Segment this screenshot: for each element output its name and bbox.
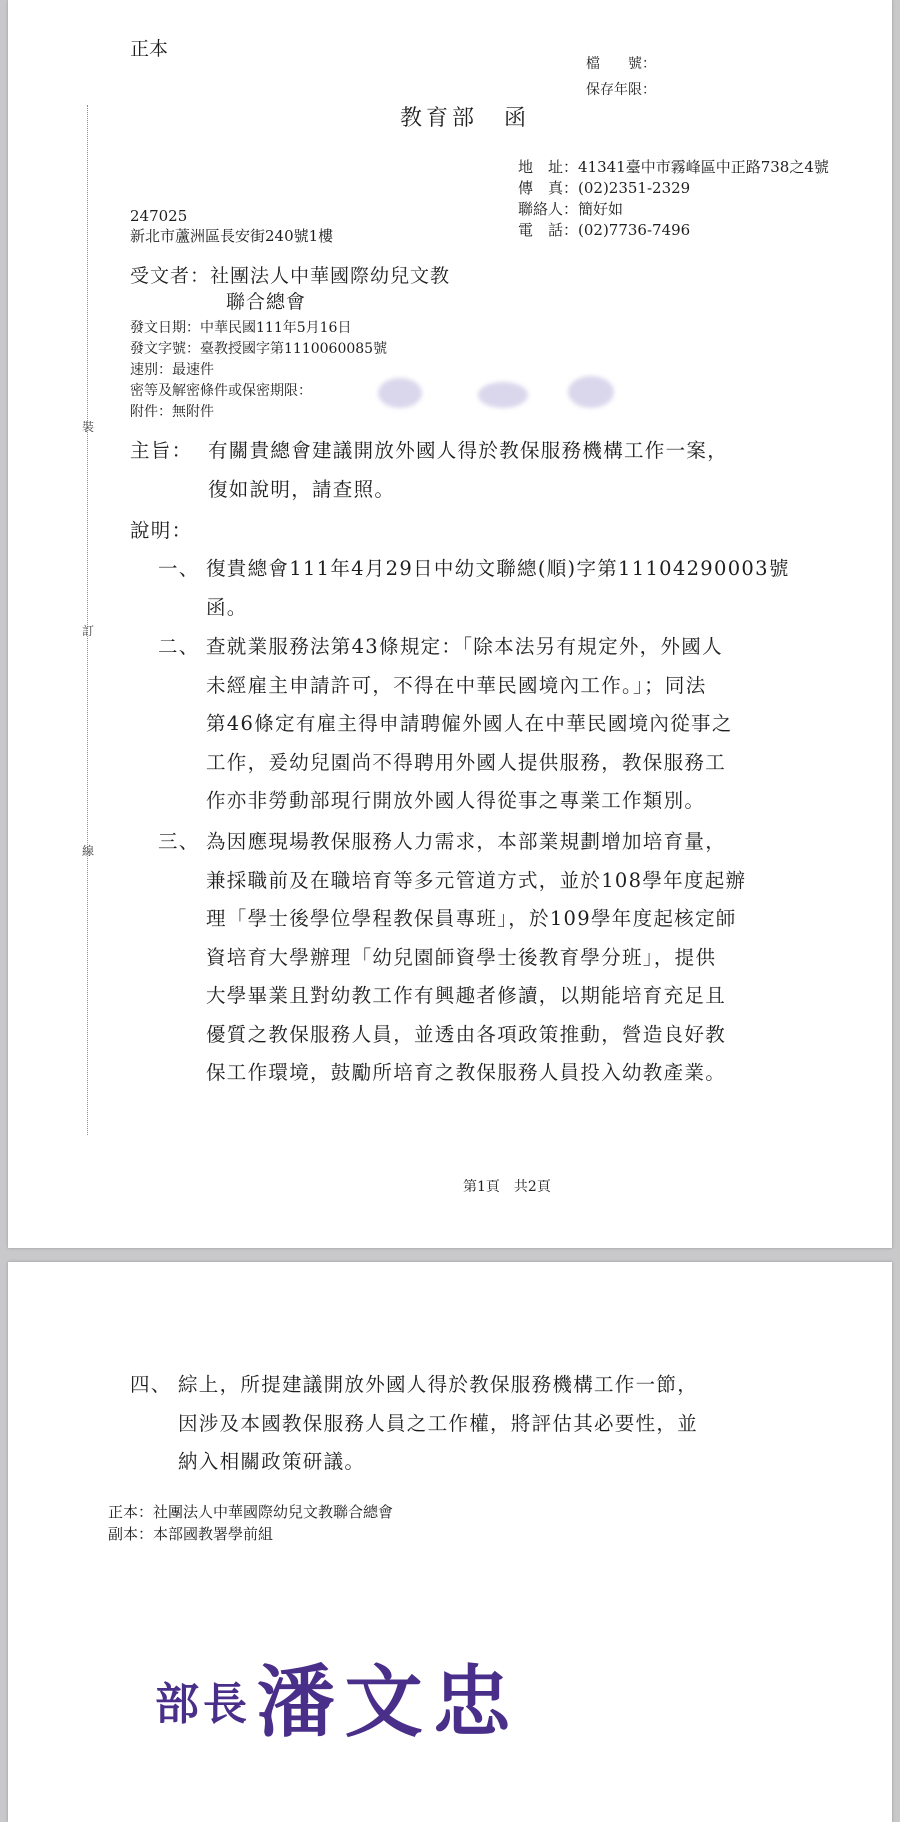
item-line: 因涉及本國教保服務人員之工作權，將評估其必要性，並 — [178, 1411, 699, 1435]
item-line: 第46條定有雇主得申請聘僱外國人在中華民國境內從事之 — [206, 712, 733, 735]
sender-info — [518, 157, 829, 241]
item-line: 復貴總會111年4月29日中幼文聯總(順)字第11104290003號 — [206, 557, 790, 580]
subject-line: 復如說明，請查照。 — [208, 477, 396, 501]
item-line: 為因應現場教保服務人力需求，本部業規劃增加培育量， — [206, 830, 727, 853]
item-line: 工作，爰幼兒園尚不得聘用外國人提供服務，教保服務工 — [206, 750, 727, 774]
subject-text — [208, 432, 728, 509]
explanation-item-3 — [206, 823, 746, 1093]
signature-title: 部長 — [155, 1679, 251, 1730]
original-recipient: 正本：社團法人中華國際幼兒文教聯合總會 — [108, 1503, 394, 1521]
explanation-label: 說明： — [130, 519, 193, 542]
stamp-smudge — [568, 376, 614, 408]
item-line: 優質之教保服務人員，並透由各項政策推動，營造良好教 — [206, 1022, 727, 1046]
item-number: 四、 — [130, 1373, 172, 1396]
explanation-item-4 — [178, 1366, 698, 1482]
explanation-item-1 — [206, 550, 790, 627]
item-line: 資培育大學辦理「幼兒園師資學士後教育學分班」，提供 — [206, 945, 717, 969]
recipient-line-2: 聯合總會 — [226, 291, 307, 313]
signature-name: 潘文忠 — [256, 1657, 521, 1748]
item-line: 兼採職前及在職培育等多元管道方式，並於108學年度起辦 — [206, 868, 747, 892]
sender-contact: 聯絡人：簡好如 — [518, 200, 624, 218]
binding-mark-ding: 訂 — [82, 624, 95, 638]
document-title: 教育部 函 — [400, 106, 531, 131]
meta-attachment: 附件：無附件 — [130, 404, 214, 420]
item-line: 大學畢業且對幼教工作有興趣者修讀，以期能培育充足且 — [206, 984, 727, 1007]
item-line: 查就業服務法第43條規定：「除本法另有規定外，外國人 — [206, 635, 723, 658]
file-number-label: 檔 號： — [586, 56, 656, 72]
item-line: 函。 — [206, 595, 248, 619]
item-line: 綜上，所提建議開放外國人得於教保服務機構工作一節， — [178, 1373, 699, 1396]
meta-date: 發文日期：中華民國111年5月16日 — [130, 320, 352, 336]
subject-label: 主旨： — [130, 439, 193, 462]
copy-recipient: 副本：本部國教署學前組 — [108, 1525, 274, 1543]
document-meta — [130, 318, 387, 423]
copy-mark: 正本 — [130, 38, 169, 60]
explanation-item-2 — [206, 628, 733, 821]
item-line: 保工作環境，鼓勵所培育之教保服務人員投入幼教產業。 — [206, 1061, 727, 1084]
sender-phone: 電 話：(02)7736-7496 — [518, 221, 691, 239]
stamp-smudge — [378, 378, 422, 408]
item-number: 一、 — [158, 557, 200, 580]
recipient-postcode: 247025 — [130, 207, 188, 225]
recipient-address: 新北市蘆洲區長安街240號1樓 — [130, 227, 334, 245]
meta-doc-number: 發文字號：臺教授國字第1110060085號 — [130, 341, 388, 357]
binding-mark-zhuang: 裝 — [82, 420, 95, 434]
minister-signature-stamp — [155, 1640, 521, 1752]
subject-line: 有關貴總會建議開放外國人得於教保服務機構工作一案， — [208, 439, 729, 462]
retention-label: 保存年限： — [586, 82, 656, 98]
item-number: 三、 — [158, 830, 200, 853]
sender-address: 地 址：41341臺中市霧峰區中正路738之4號 — [518, 158, 829, 176]
item-line: 未經雇主申請許可，不得在中華民國境內工作。」；同法 — [206, 673, 707, 697]
stamp-smudge — [478, 382, 528, 408]
sender-fax: 傳 真：(02)2351-2329 — [518, 179, 691, 197]
meta-confidentiality: 密等及解密條件或保密期限： — [130, 383, 312, 399]
document-page-1 — [8, 0, 892, 1248]
item-line: 理「學士後學位學程教保員專班」，於109學年度起核定師 — [206, 907, 737, 930]
recipient-line-1: 受文者：社團法人中華國際幼兒文教 — [130, 265, 451, 287]
item-number: 二、 — [158, 635, 200, 658]
item-line: 作亦非勞動部現行開放外國人得從事之專業工作類別。 — [206, 789, 706, 812]
binding-mark-xian: 線 — [82, 844, 95, 858]
meta-speed: 速別：最速件 — [130, 362, 214, 378]
item-line: 納入相關政策研議。 — [178, 1450, 366, 1473]
binding-line — [87, 105, 88, 1135]
page-number: 第1頁 共2頁 — [463, 1179, 551, 1195]
